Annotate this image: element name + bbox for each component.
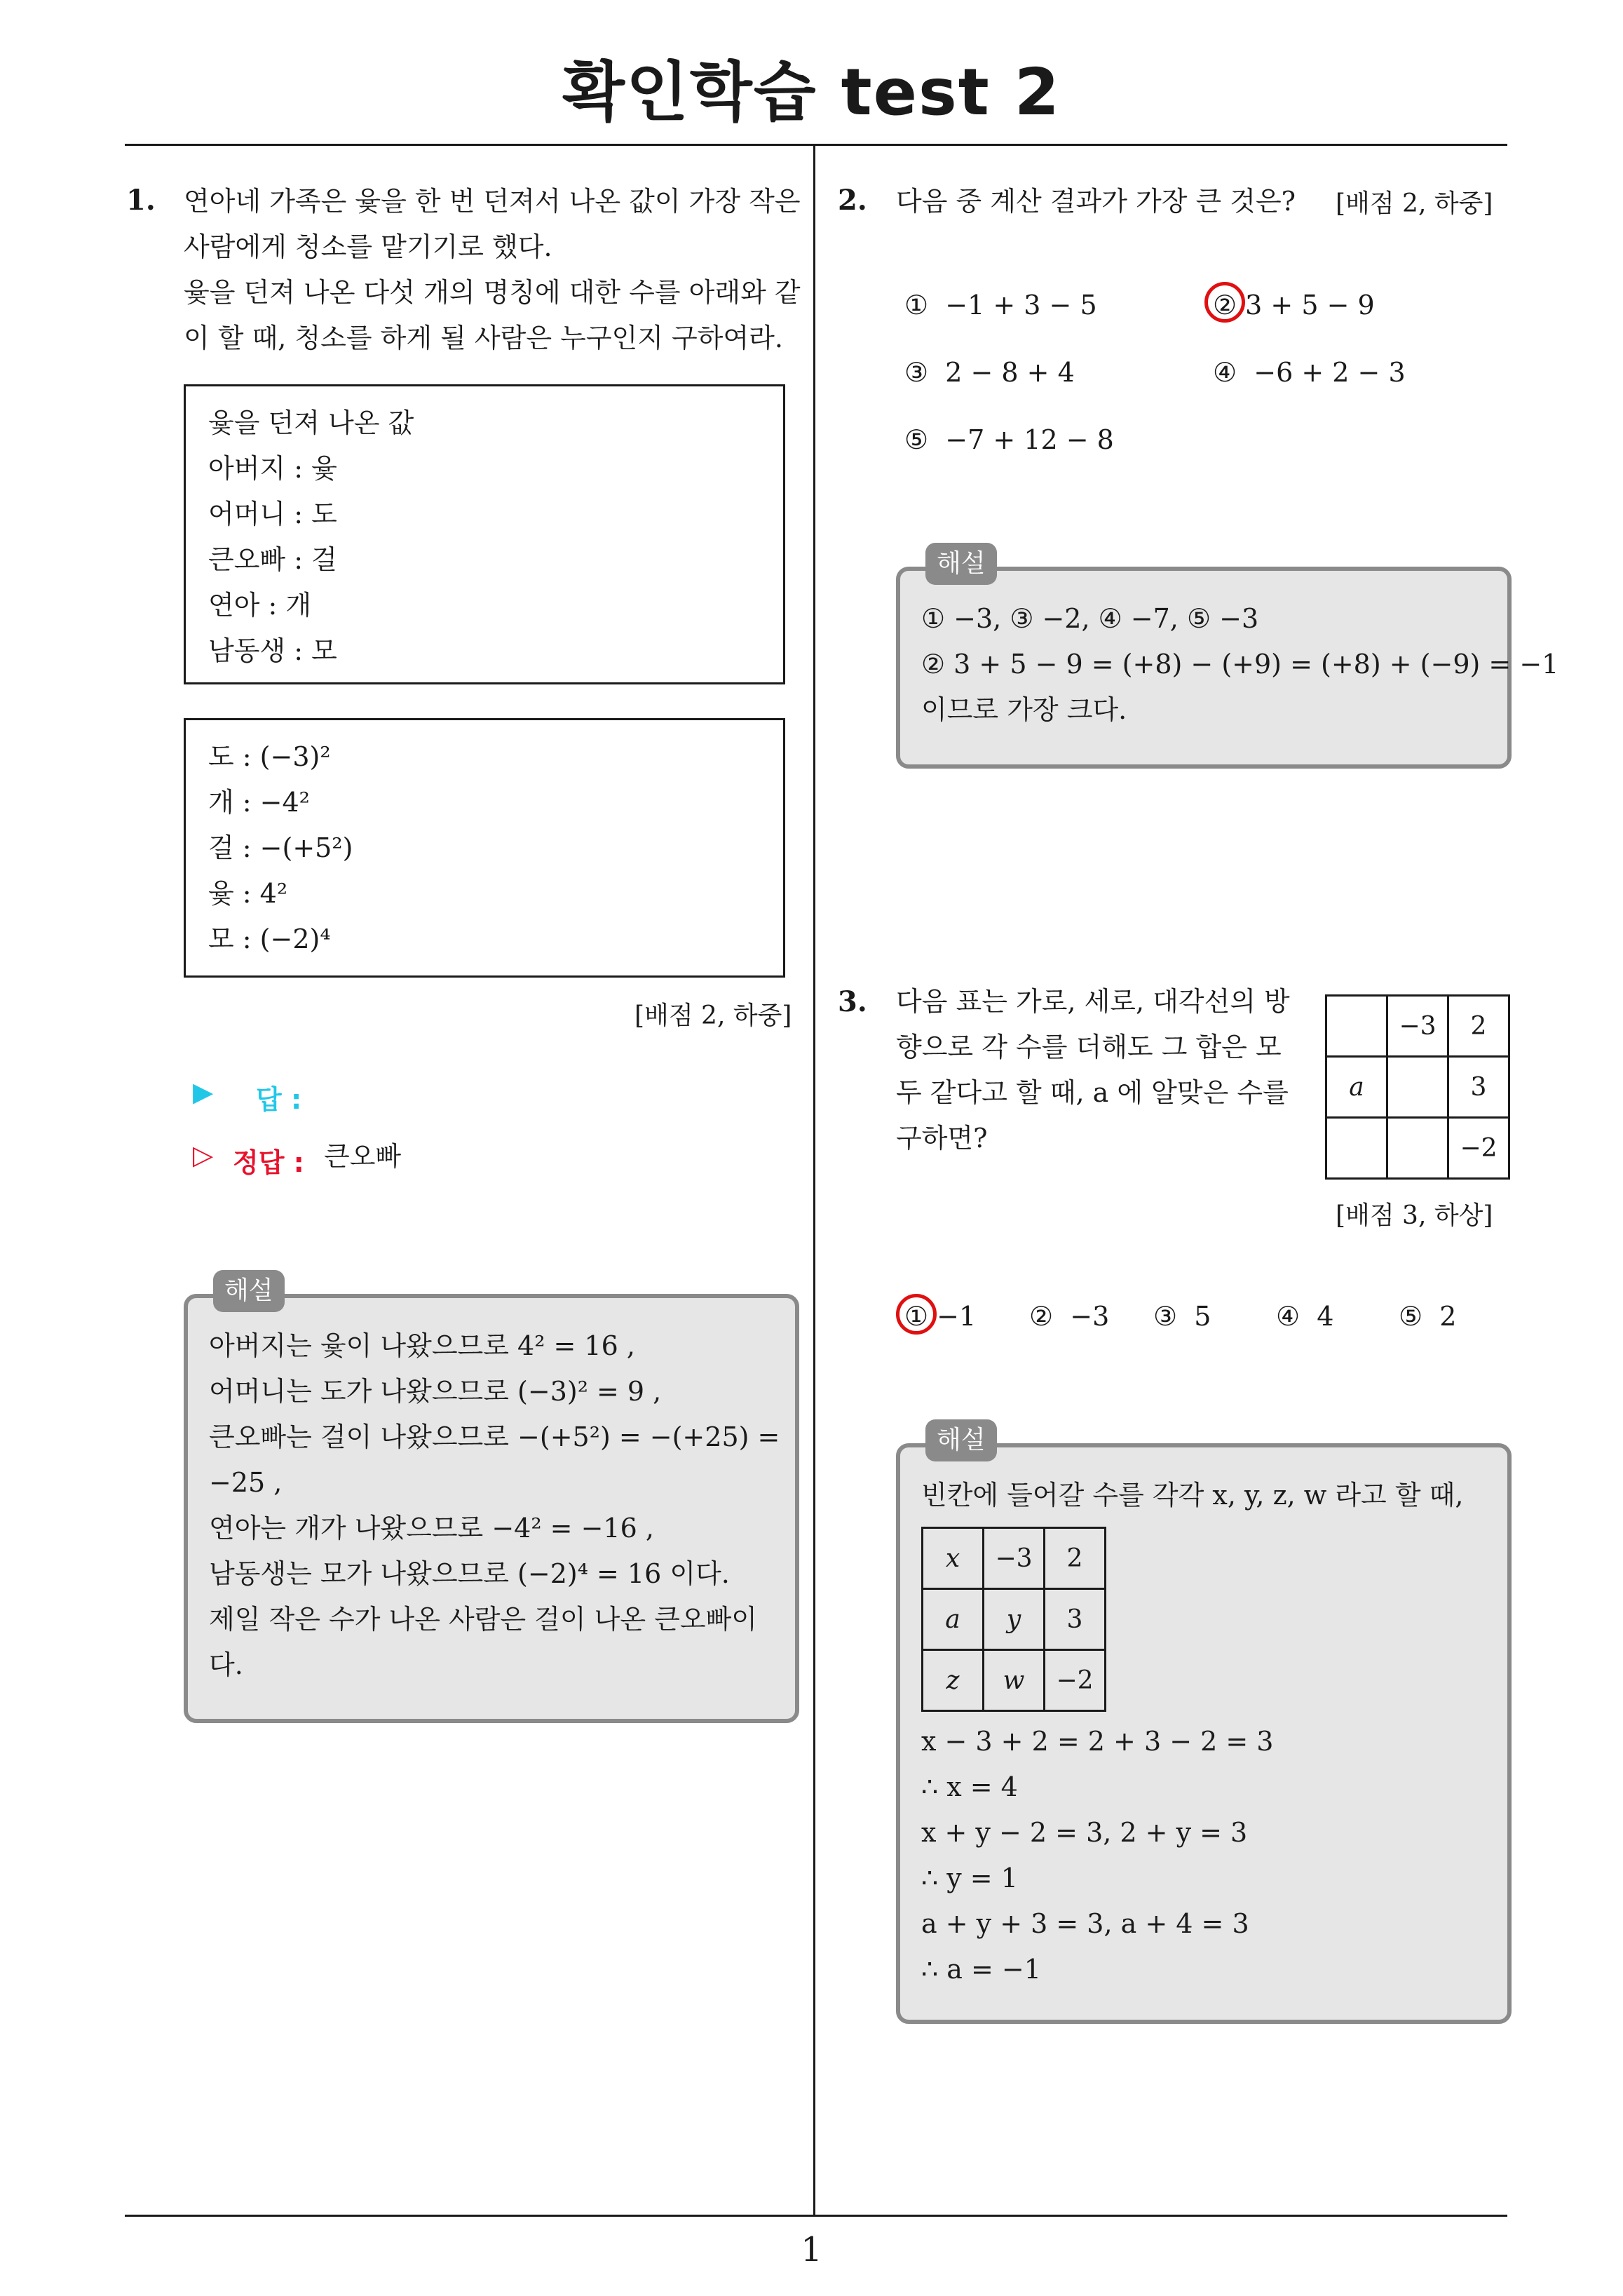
question-2-text: 다음 중 계산 결과가 가장 큰 것은? <box>896 186 1296 217</box>
question-2-number: 2. <box>838 184 867 217</box>
explanation-line: ∴ x = 4 <box>921 1771 1018 1802</box>
explanation-line: 어머니는 도가 나왔으므로 (−3)² = 9 , <box>209 1376 662 1407</box>
question-1-score: [배점 2, 하중] <box>634 1001 792 1030</box>
answer-label: 답 : <box>256 1084 302 1115</box>
choice-expression: −7 + 12 − 8 <box>945 424 1114 455</box>
choice-expression: −1 + 3 − 5 <box>945 290 1097 320</box>
explanation-line: ∴ y = 1 <box>921 1863 1018 1893</box>
column-divider <box>813 146 815 2216</box>
explanation-line: x + y − 2 = 3, 2 + y = 3 <box>921 1817 1248 1848</box>
choice-expression: −3 <box>1070 1301 1110 1332</box>
question-1-line: 윷을 던져 나온 다섯 개의 명칭에 대한 수를 아래와 같 <box>184 277 801 308</box>
choice-expression: 3 + 5 − 9 <box>1245 290 1375 320</box>
question-1-explanation <box>184 1276 799 1723</box>
explanation-tag: 해설 <box>925 543 997 585</box>
question-2-choice-4[interactable] <box>1213 357 1406 388</box>
explanation-tag: 해설 <box>925 1419 997 1461</box>
table-cell <box>1387 1057 1448 1118</box>
question-2-score: [배점 2, 하중] <box>1336 189 1493 218</box>
explanation-line: −25 , <box>209 1467 283 1498</box>
table-cell: a <box>1326 1057 1387 1118</box>
question-3-choice-5[interactable] <box>1399 1301 1456 1332</box>
page-number: 1 <box>801 2230 822 2269</box>
box-line: 모 : (−2)⁴ <box>208 924 331 954</box>
selected-answer-circle <box>1204 282 1245 323</box>
question-2-choice-3[interactable] <box>904 357 1075 388</box>
explanation-grid-table <box>921 1527 1106 1712</box>
table-cell: −2 <box>1045 1650 1106 1711</box>
explanation-line: 이므로 가장 크다. <box>921 694 1127 725</box>
question-1-text <box>184 179 801 361</box>
choice-number: ② <box>1029 1301 1054 1332</box>
explanation-line: 다. <box>209 1649 243 1680</box>
question-1-line: 이 할 때, 청소를 하게 될 사람은 누구인지 구하여라. <box>184 323 783 353</box>
box-line: 연아 : 개 <box>208 590 312 621</box>
table-cell: y <box>984 1589 1045 1650</box>
choice-number: ③ <box>904 357 929 388</box>
table-cell: −2 <box>1448 1118 1509 1179</box>
table-cell: −3 <box>984 1528 1045 1589</box>
table-cell: 2 <box>1045 1528 1106 1589</box>
question-1-line: 사람에게 청소를 맡기기로 했다. <box>184 231 552 262</box>
question-2-choice-5[interactable] <box>904 424 1114 455</box>
explanation-line: ① −3, ③ −2, ④ −7, ⑤ −3 <box>921 603 1259 634</box>
box-line: 윷을 던져 나온 값 <box>208 407 414 438</box>
choice-expression: 4 <box>1317 1301 1334 1332</box>
question-3-number: 3. <box>838 985 867 1018</box>
question-3-choice-3[interactable] <box>1153 1301 1211 1332</box>
correct-answer-label: 정답 : <box>233 1147 304 1178</box>
choice-number: ⑤ <box>904 424 929 455</box>
table-cell: x <box>923 1528 984 1589</box>
header-rule <box>125 144 1507 146</box>
question-3-score: [배점 3, 하상] <box>1336 1201 1493 1230</box>
explanation-line: x − 3 + 2 = 2 + 3 − 2 = 3 <box>921 1726 1274 1757</box>
selected-answer-circle <box>896 1294 937 1335</box>
correct-answer-value: 큰오빠 <box>324 1141 402 1172</box>
table-cell: w <box>984 1650 1045 1711</box>
question-3-choice-2[interactable] <box>1029 1301 1109 1332</box>
box-line: 걸 : −(+5²) <box>208 832 353 863</box>
yut-values-box <box>184 718 785 978</box>
question-3-line: 구하면? <box>896 1123 988 1154</box>
choice-number: ② <box>1213 290 1237 320</box>
table-cell <box>1387 1118 1448 1179</box>
choice-number: ① <box>904 1301 929 1332</box>
box-line: 윷 : 4² <box>208 878 288 909</box>
footer-rule <box>125 2215 1507 2217</box>
box-line: 아버지 : 윷 <box>208 453 337 484</box>
choice-number: ④ <box>1213 357 1237 388</box>
explanation-intro: 빈칸에 들어갈 수를 각각 x, y, z, w 라고 할 때, <box>921 1480 1464 1511</box>
choice-number: ⑤ <box>1399 1301 1423 1332</box>
choice-expression: −6 + 2 − 3 <box>1254 357 1406 388</box>
explanation-line: 연아는 개가 나왔으므로 −4² = −16 , <box>209 1513 654 1544</box>
question-3-explanation <box>896 1426 1512 2024</box>
explanation-line: ② 3 + 5 − 9 = (+8) − (+9) = (+8) + (−9) = −1 <box>921 649 1559 680</box>
explanation-line: ∴ a = −1 <box>921 1954 1041 1985</box>
page-title: 확인학습 test 2 <box>562 55 1061 130</box>
question-1-line: 연아네 가족은 윷을 한 번 던져서 나온 값이 가장 작은 <box>184 186 801 217</box>
box-line: 개 : −4² <box>208 787 310 818</box>
table-cell: z <box>923 1650 984 1711</box>
table-cell: 2 <box>1448 996 1509 1057</box>
question-3-line: 두 같다고 할 때, a 에 알맞은 수를 <box>896 1077 1289 1108</box>
correct-arrow-icon: ▷ <box>193 1140 214 1170</box>
table-cell: 3 <box>1045 1589 1106 1650</box>
table-cell <box>1326 996 1387 1057</box>
explanation-line: 큰오빠는 걸이 나왔으므로 −(+5²) = −(+25) = <box>209 1422 780 1452</box>
choice-number: ④ <box>1276 1301 1301 1332</box>
explanation-line: 제일 작은 수가 나온 사람은 걸이 나온 큰오빠이 <box>209 1604 758 1635</box>
explanation-line: a + y + 3 = 3, a + 4 = 3 <box>921 1908 1249 1939</box>
question-3-text <box>896 979 1289 1161</box>
question-3-choice-4[interactable] <box>1276 1301 1333 1332</box>
box-line: 큰오빠 : 걸 <box>208 544 337 575</box>
choice-expression: 5 <box>1194 1301 1211 1332</box>
question-2-choice-1[interactable] <box>904 290 1097 320</box>
yut-results-box <box>184 384 785 684</box>
choice-number: ③ <box>1153 1301 1178 1332</box>
question-2-explanation <box>896 549 1559 769</box>
magic-square-table <box>1325 994 1510 1180</box>
question-1-number: 1. <box>126 184 156 217</box>
table-cell: 3 <box>1448 1057 1509 1118</box>
explanation-line: 남동생는 모가 나왔으므로 (−2)⁴ = 16 이다. <box>209 1558 730 1589</box>
explanation-line: 아버지는 윷이 나왔으므로 4² = 16 , <box>209 1330 635 1361</box>
box-line: 도 : (−3)² <box>208 741 331 772</box>
table-cell: −3 <box>1387 996 1448 1057</box>
table-cell <box>1326 1118 1387 1179</box>
choice-expression: 2 − 8 + 4 <box>945 357 1075 388</box>
choice-expression: 2 <box>1439 1301 1457 1332</box>
question-3-line: 다음 표는 가로, 세로, 대각선의 방 <box>896 986 1290 1017</box>
answer-arrow-icon: ▶ <box>193 1076 214 1107</box>
box-line: 남동생 : 모 <box>208 635 337 666</box>
choice-number: ① <box>904 290 929 320</box>
question-3-line: 향으로 각 수를 더해도 그 합은 모 <box>896 1032 1282 1062</box>
explanation-tag: 해설 <box>213 1270 285 1312</box>
choice-expression: −1 <box>937 1301 977 1332</box>
table-cell: a <box>923 1589 984 1650</box>
box-line: 어머니 : 도 <box>208 499 337 529</box>
